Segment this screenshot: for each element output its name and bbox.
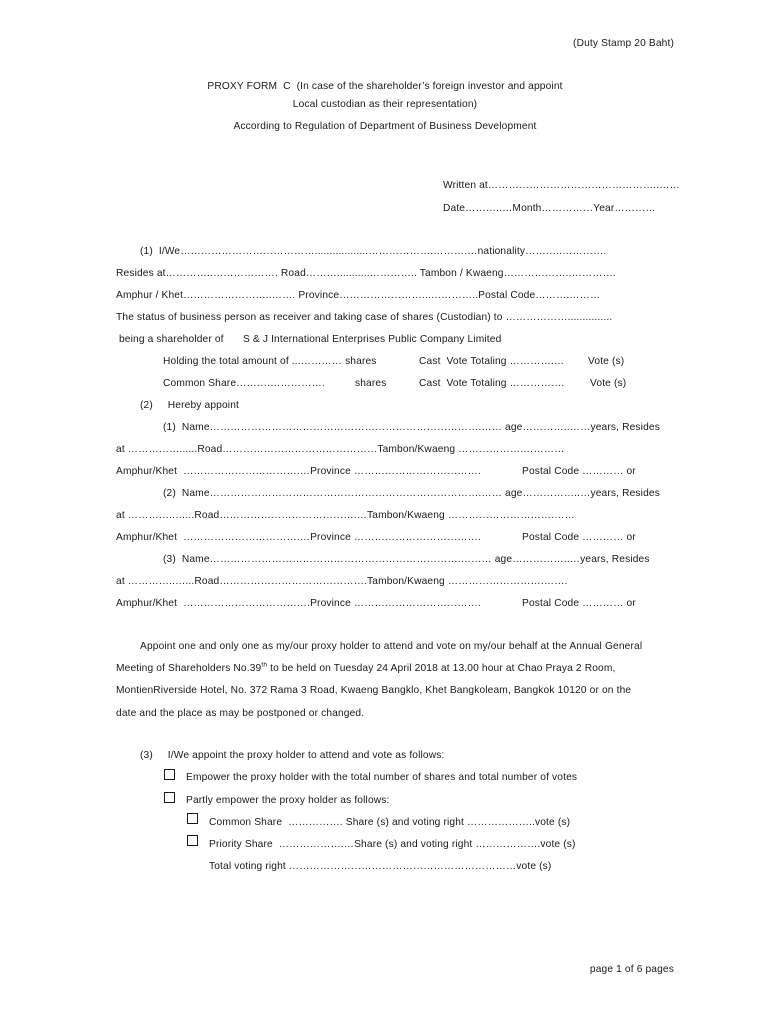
custodian-status-line[interactable]: The status of business person as receiver and taking case of shares (Custodian) to ………………............... (116, 312, 613, 323)
proxy-1-postal[interactable]: Postal Code ………… or (522, 466, 636, 477)
partial-empower-label: Partly empower the proxy holder as follows: (186, 795, 390, 806)
meeting-number-text: Meeting of Shareholders No.39 (116, 663, 262, 674)
shareholder-amphur-line[interactable]: Amphur / Khet……………………..……. Province……………………...…………..Postal Code……….……… (116, 290, 601, 301)
common-votes-unit: Vote (s) (590, 378, 627, 389)
shareholder-of-label: being a shareholder of (116, 334, 224, 345)
partial-empower-checkbox[interactable] (164, 792, 175, 803)
appoint-paragraph-line-4: date and the place as may be postponed or changed. (116, 708, 365, 719)
proxy-2-amphur[interactable]: Amphur/Khet …………………………….…Province ………………………………. (116, 532, 481, 543)
holding-votes-unit: Vote (s) (588, 356, 625, 367)
date-field[interactable]: Date………..…Month……………Year………… (443, 203, 656, 214)
company-name: S & J International Enterprises Public Company Limited (243, 334, 502, 345)
appoint-paragraph-line-3: MontienRiverside Hotel, No. 372 Rama 3 Road, Kwaeng Bangklo, Khet Bangkoleam, Bangkok 10120 or on the (116, 685, 632, 696)
holding-shares-field[interactable]: Holding the total amount of ...………… shares (163, 356, 377, 367)
form-title: PROXY FORM C (In case of the shareholder’s foreign investor and appoint (207, 81, 563, 92)
page-number: page 1 of 6 pages (589, 964, 674, 975)
ordinal-suffix: th (261, 661, 268, 669)
proxy-1-amphur[interactable]: Amphur/Khet …………………………….…Province ………………………………. (116, 466, 481, 477)
common-votes-field[interactable]: Cast Vote Totaling ……………. (419, 378, 565, 389)
proxy-3-amphur[interactable]: Amphur/Khet ……………………………….Province ………………………………. (116, 598, 481, 609)
shareholder-name-line[interactable]: (1) I/We…………………………………..................……………….……….…nationality………..…………. (140, 246, 607, 257)
meeting-details-text: to be held on Tuesday 24 April 2018 at 13.00 hour at Chao Praya 2 Room, (267, 663, 616, 674)
form-regulation: According to Regulation of Department of Business Development (233, 121, 537, 132)
priority-share-checkbox[interactable] (187, 835, 198, 846)
proxy-3-address[interactable]: at …………..…...Road…………………………………….Tambon/Kwaeng ……………………….……. (116, 576, 568, 587)
full-empower-label: Empower the proxy holder with the total number of shares and total number of votes (186, 772, 578, 783)
written-at-field[interactable]: Written at…………………………………………..…… (443, 180, 680, 191)
total-voting-line[interactable]: Total voting right …………………………………………………………vote (s) (209, 861, 552, 872)
priority-share-vote-line[interactable]: Priority Share ……………….…Share (s) and voting right ……………….vote (s) (209, 839, 576, 850)
voting-instructions-heading: (3) I/We appoint the proxy holder to attend and vote as follows: (140, 750, 445, 761)
proxy-2-address[interactable]: at …………..…...Road………………………………….…Tambon/Kwaeng ………………………….…… (116, 510, 575, 521)
proxy-3-postal[interactable]: Postal Code ………… or (522, 598, 636, 609)
proxy-1-name[interactable]: (1) Name…………………………………………………………………….…… age…………..……years, Resides (163, 422, 660, 433)
proxy-3-name[interactable]: (3) Name……………………………………………………………….……… age……………..…years, Resides (163, 554, 650, 565)
common-shares-unit: shares (355, 378, 387, 389)
form-subtitle: Local custodian as their representation) (292, 99, 478, 110)
appoint-heading: (2) Hereby appoint (140, 400, 239, 411)
shareholder-address-line[interactable]: Resides at…………..………………. Road………...........………….. Tambon / Kwaeng………………..…………. (116, 268, 616, 279)
common-share-vote-line[interactable]: Common Share ……………. Share (s) and voting right ………………..vote (s) (209, 817, 571, 828)
proxy-1-address[interactable]: at ……………......Road………………………………………Tambon/Kwaeng ……………….………… (116, 444, 565, 455)
common-share-checkbox[interactable] (187, 813, 198, 824)
duty-stamp-note: (Duty Stamp 20 Baht) (573, 38, 674, 49)
proxy-2-name[interactable]: (2) Name…………………………………………………………………….…… age……………..…years, Resides (163, 488, 660, 499)
proxy-2-postal[interactable]: Postal Code ………… or (522, 532, 636, 543)
appoint-paragraph-line-2 (116, 663, 615, 675)
common-share-field[interactable]: Common Share……….……………. (163, 378, 325, 389)
appoint-paragraph-line-1: Appoint one and only one as my/our proxy holder to attend and vote on my/our behalf at the Annual General (140, 641, 643, 652)
full-empower-checkbox[interactable] (164, 769, 175, 780)
holding-votes-field[interactable]: Cast Vote Totaling ………….… (419, 356, 565, 367)
